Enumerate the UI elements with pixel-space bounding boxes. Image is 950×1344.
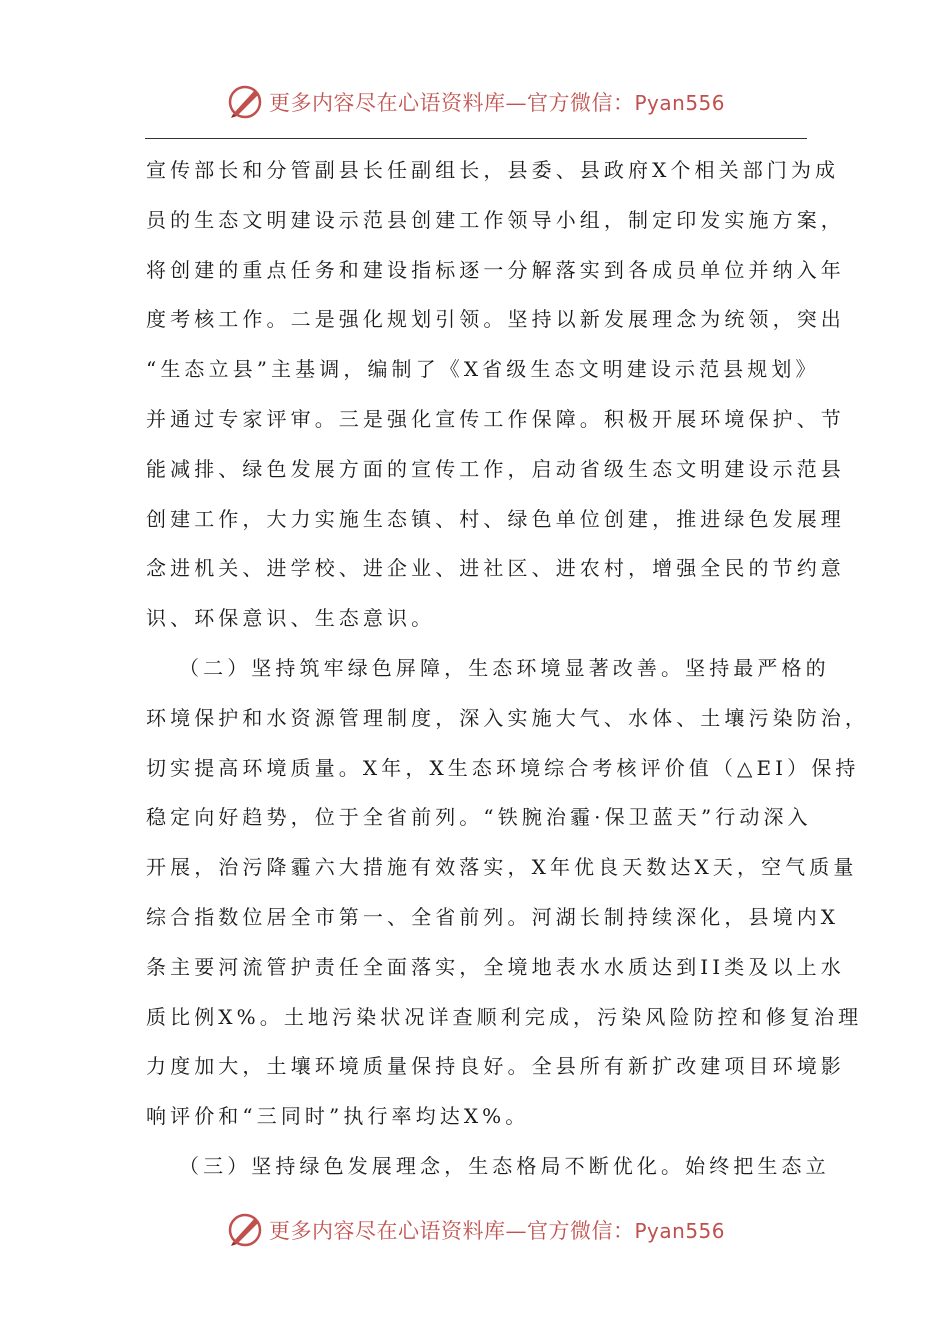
body-line: 开展，治污降霾六大措施有效落实，X年优良天数达X天，空气质量 [146,855,858,880]
body-line: 念进机关、进学校、进企业、进社区、进农村，增强全民的节约意 [146,556,845,581]
header-wechat-label: 官方微信： [526,91,635,115]
section-heading-2: （二）坚持筑牢绿色屏障，生态环境显著改善。坚持最严格的 [179,655,830,680]
body-line: 创建工作，大力实施生态镇、村、绿色单位创建，推进绿色发展理 [146,506,845,531]
body-line: “生态立县”主基调，编制了《X省级生态文明建设示范县规划》 [146,357,820,382]
footer-banner [0,1208,950,1252]
header-divider [145,138,807,139]
footer-wechat-id: Pyan556 [634,1219,725,1243]
document-body [146,146,869,1192]
body-line: 员的生态文明建设示范县创建工作领导小组，制定印发实施方案， [146,207,845,232]
body-line: 质比例X%。土地污染状况详查顺利完成，污染风险防控和修复治理 [146,1004,863,1029]
footer-text [269,1215,725,1245]
footer-wechat-label: 官方微信： [526,1219,635,1243]
body-line: 环境保护和水资源管理制度，深入实施大气、水体、土壤污染防治， [146,705,869,730]
body-line: 并通过专家评审。三是强化宣传工作保障。积极开展环境保护、节 [146,406,845,431]
header-text [269,87,725,117]
body-line: 识、环保意识、生态意识。 [146,606,436,631]
header-wechat-id: Pyan556 [634,91,725,115]
footer-brand: 更多内容尽在心语资料库— [268,1219,527,1243]
pen-logo-icon [225,82,265,122]
body-line: 宣传部长和分管副县长任副组长，县委、县政府X个相关部门为成 [146,158,840,182]
body-line: 力度加大，土壤环境质量保持良好。全县所有新扩改建项目环境影 [146,1054,845,1079]
body-line: 切实提高环境质量。X年，X生态环境综合考核评价值（△EI）保持 [146,755,860,780]
pen-logo-icon [225,1210,265,1250]
body-line: 条主要河流管护责任全面落实，全境地表水水质达到II类及以上水 [146,954,845,979]
body-line: 综合指数位居全市第一、全省前列。河湖长制持续深化，县境内X [146,904,840,929]
body-line: 能减排、绿色发展方面的宣传工作，启动省级生态文明建设示范县 [146,456,845,481]
body-line: 度考核工作。二是强化规划引领。坚持以新发展理念为统领，突出 [146,307,845,332]
header-brand: 更多内容尽在心语资料库— [268,91,527,115]
header-banner [0,80,950,124]
body-line: 响评价和“三同时”执行率均达X%。 [146,1104,530,1129]
body-line: 稳定向好趋势，位于全省前列。“铁腕治霾·保卫蓝天”行动深入 [146,805,812,830]
body-line: 将创建的重点任务和建设指标逐一分解落实到各成员单位并纳入年 [146,257,845,282]
section-heading-3: （三）坚持绿色发展理念，生态格局不断优化。始终把生态立 [179,1153,830,1178]
